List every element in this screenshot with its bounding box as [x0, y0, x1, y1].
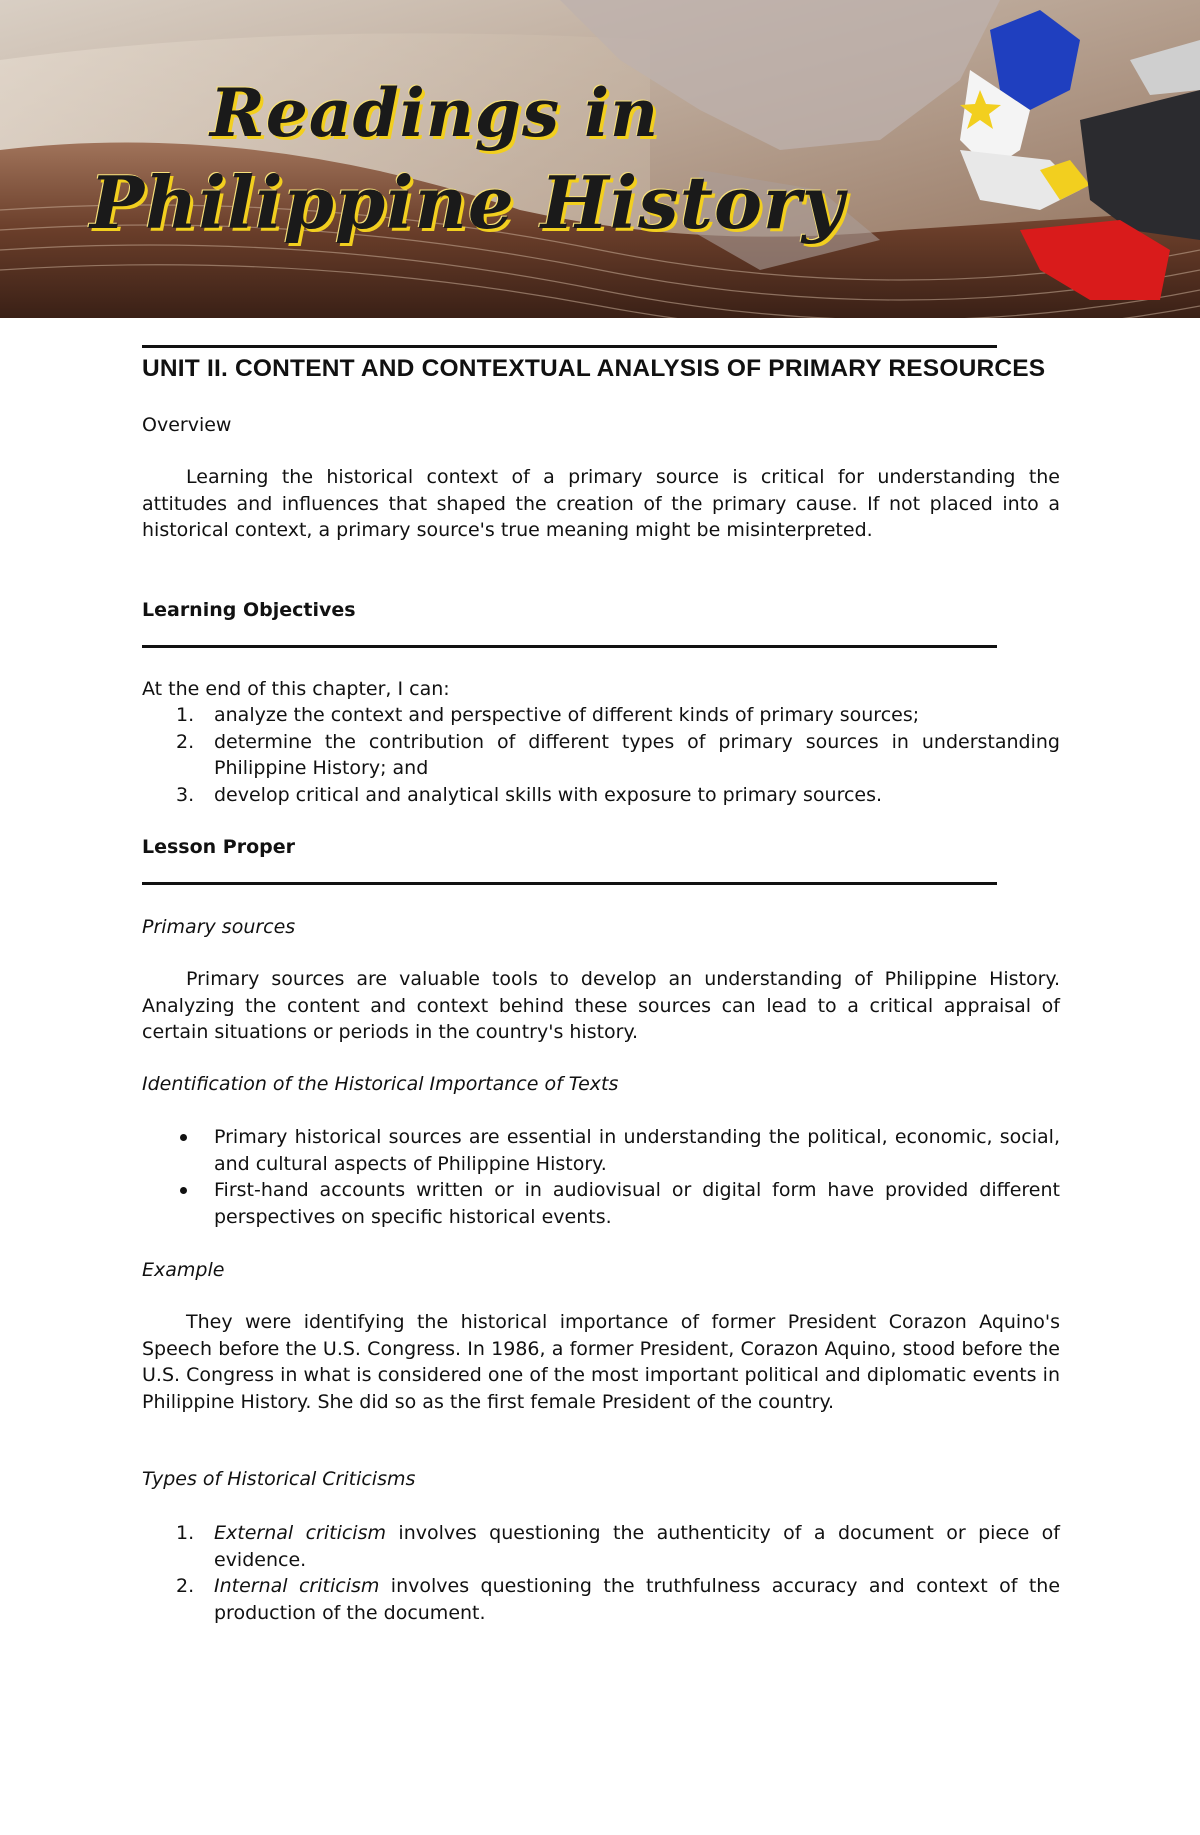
title-top-rule [142, 345, 997, 348]
list-item [142, 729, 1060, 782]
objectives-intro: At the end of this chapter, I can: [142, 678, 450, 700]
list-number: 3. [176, 783, 195, 806]
objective-text: determine the contribution of different types of primary sources in understanding Philippine History; and [214, 730, 1060, 779]
example-paragraph: They were identifying the historical importance of former President Corazon Aquino's Speech before the U.S. Congress. In 1986, a former President, Corazon Aquino, stood before the U.S. Congress in what is considered one of the most important political and diplomatic events in Philippine History. She did so as the first female President of the country. [142, 1311, 1060, 1413]
list-item [142, 1124, 1060, 1177]
list-number: 1. [176, 1522, 195, 1544]
identification-bullets [142, 1124, 1060, 1230]
lesson-rule [142, 882, 997, 885]
objective-text: analyze the context and perspective of different kinds of primary sources; [214, 704, 920, 726]
lesson-heading: Lesson Proper [142, 836, 296, 858]
bullet-icon [180, 1187, 187, 1194]
criticism-text: involves questioning the authenticity of a document or piece of evidence. [214, 1522, 1060, 1571]
identification-heading: Identification of the Historical Importance of Texts [142, 1073, 619, 1095]
primary-sources-heading: Primary sources [142, 916, 296, 938]
bullet-icon [180, 1134, 187, 1141]
unit-title: UNIT II. CONTENT AND CONTEXTUAL ANALYSIS OF PRIMARY RESOURCES [142, 355, 1046, 382]
list-item [142, 1573, 1060, 1626]
objectives-heading: Learning Objectives [142, 599, 356, 621]
banner-title-line1: Readings in [210, 74, 660, 152]
primary-sources-paragraph: Primary sources are valuable tools to develop an understanding of Philippine History. Analyzing the content and context behind these sources can lead to a critical appraisal of certain situations or periods in the country's history. [142, 968, 1060, 1043]
objectives-rule [142, 645, 997, 648]
criticism-text: involves questioning the truthfulness accuracy and context of the production of the document. [214, 1575, 1061, 1624]
overview-paragraph: Learning the historical context of a primary source is critical for understanding the attitudes and influences that shaped the creation of the primary cause. If not placed into a historical context, a primary source's true meaning might be misinterpreted. [142, 466, 1060, 541]
list-item [142, 782, 1060, 809]
objective-text: develop critical and analytical skills with exposure to primary sources. [214, 783, 883, 806]
criticisms-list [142, 1520, 1060, 1626]
list-item [142, 1177, 1060, 1230]
list-number: 2. [176, 730, 195, 753]
banner-artwork [0, 0, 1200, 318]
list-item [142, 1520, 1060, 1573]
bullet-text: First-hand accounts written or in audiovisual or digital form have provided different perspectives on specific historical events. [214, 1179, 1060, 1228]
overview-heading: Overview [142, 414, 232, 436]
criticism-term: External criticism [214, 1522, 386, 1544]
header-banner [0, 0, 1200, 318]
list-number: 1. [176, 704, 195, 726]
bullet-text: Primary historical sources are essential in understanding the political, economic, social, and cultural aspects of Philippine History. [214, 1126, 1060, 1175]
banner-title-line2: Philippine History [90, 160, 845, 245]
list-item [142, 702, 1060, 729]
objectives-list [142, 702, 1060, 808]
criticisms-heading: Types of Historical Criticisms [142, 1468, 416, 1490]
list-number: 2. [176, 1575, 195, 1597]
criticism-term: Internal criticism [214, 1575, 380, 1597]
example-heading: Example [142, 1259, 225, 1281]
